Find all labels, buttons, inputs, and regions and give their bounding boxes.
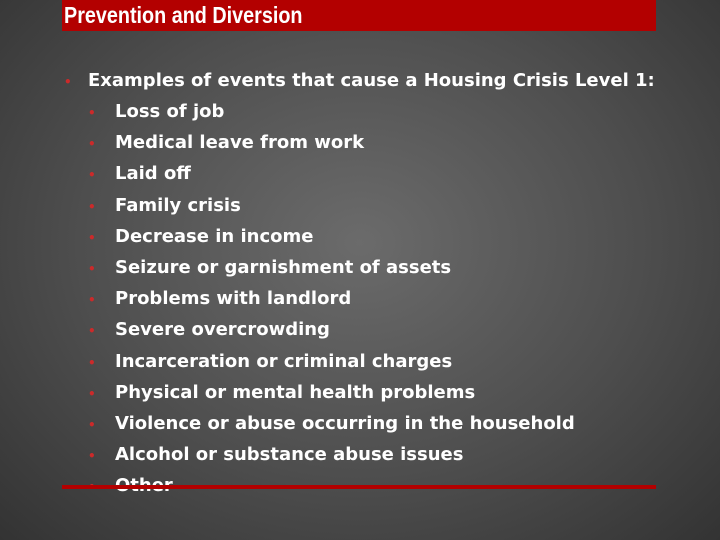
list-item-text: Incarceration or criminal charges (115, 350, 453, 372)
bullet-icon: • (88, 355, 96, 370)
bullet-icon: • (88, 418, 96, 433)
bullet-icon: • (88, 137, 96, 152)
list-item-text: Physical or mental health problems (115, 381, 476, 403)
bottom-divider (62, 485, 656, 489)
list-item (88, 128, 684, 159)
list-item (88, 191, 684, 222)
bullet-icon: • (88, 324, 96, 339)
bullet-icon: • (88, 449, 96, 464)
event-list (64, 97, 684, 503)
list-item (88, 253, 684, 284)
list-item-text: Violence or abuse occurring in the household (115, 413, 575, 435)
bullet-icon: • (64, 75, 72, 89)
list-item (88, 97, 684, 128)
bullet-icon: • (88, 230, 96, 245)
list-item-text: Decrease in income (115, 225, 314, 247)
bullet-icon: • (88, 386, 96, 401)
list-item (88, 378, 684, 409)
bullet-icon: • (88, 168, 96, 183)
title-bar (62, 0, 656, 31)
list-item-text: Loss of job (115, 101, 225, 122)
list-item-text: Seizure or garnishment of assets (115, 257, 452, 279)
bullet-icon: • (88, 106, 96, 120)
list-item (88, 347, 684, 378)
list-item-text: Problems with landlord (115, 288, 352, 310)
list-item-text: Alcohol or substance abuse issues (115, 444, 464, 466)
list-item (88, 440, 684, 471)
bullet-icon: • (88, 199, 96, 214)
slide-title: Prevention and Diversion (64, 2, 303, 28)
list-item-text: Severe overcrowding (115, 319, 330, 341)
list-item-text: Medical leave from work (115, 132, 365, 154)
list-item (88, 315, 684, 346)
list-item-text: Family crisis (115, 194, 241, 216)
slide-content (64, 66, 684, 503)
list-item (88, 409, 684, 440)
intro-bullet (64, 66, 684, 97)
list-item (88, 222, 684, 253)
list-item (88, 159, 684, 190)
bullet-icon: • (88, 293, 96, 308)
bullet-icon: • (88, 262, 96, 277)
intro-text: Examples of events that cause a Housing Crisis Level 1: (88, 70, 655, 91)
list-item-text: Laid off (115, 163, 191, 185)
list-item (88, 284, 684, 315)
